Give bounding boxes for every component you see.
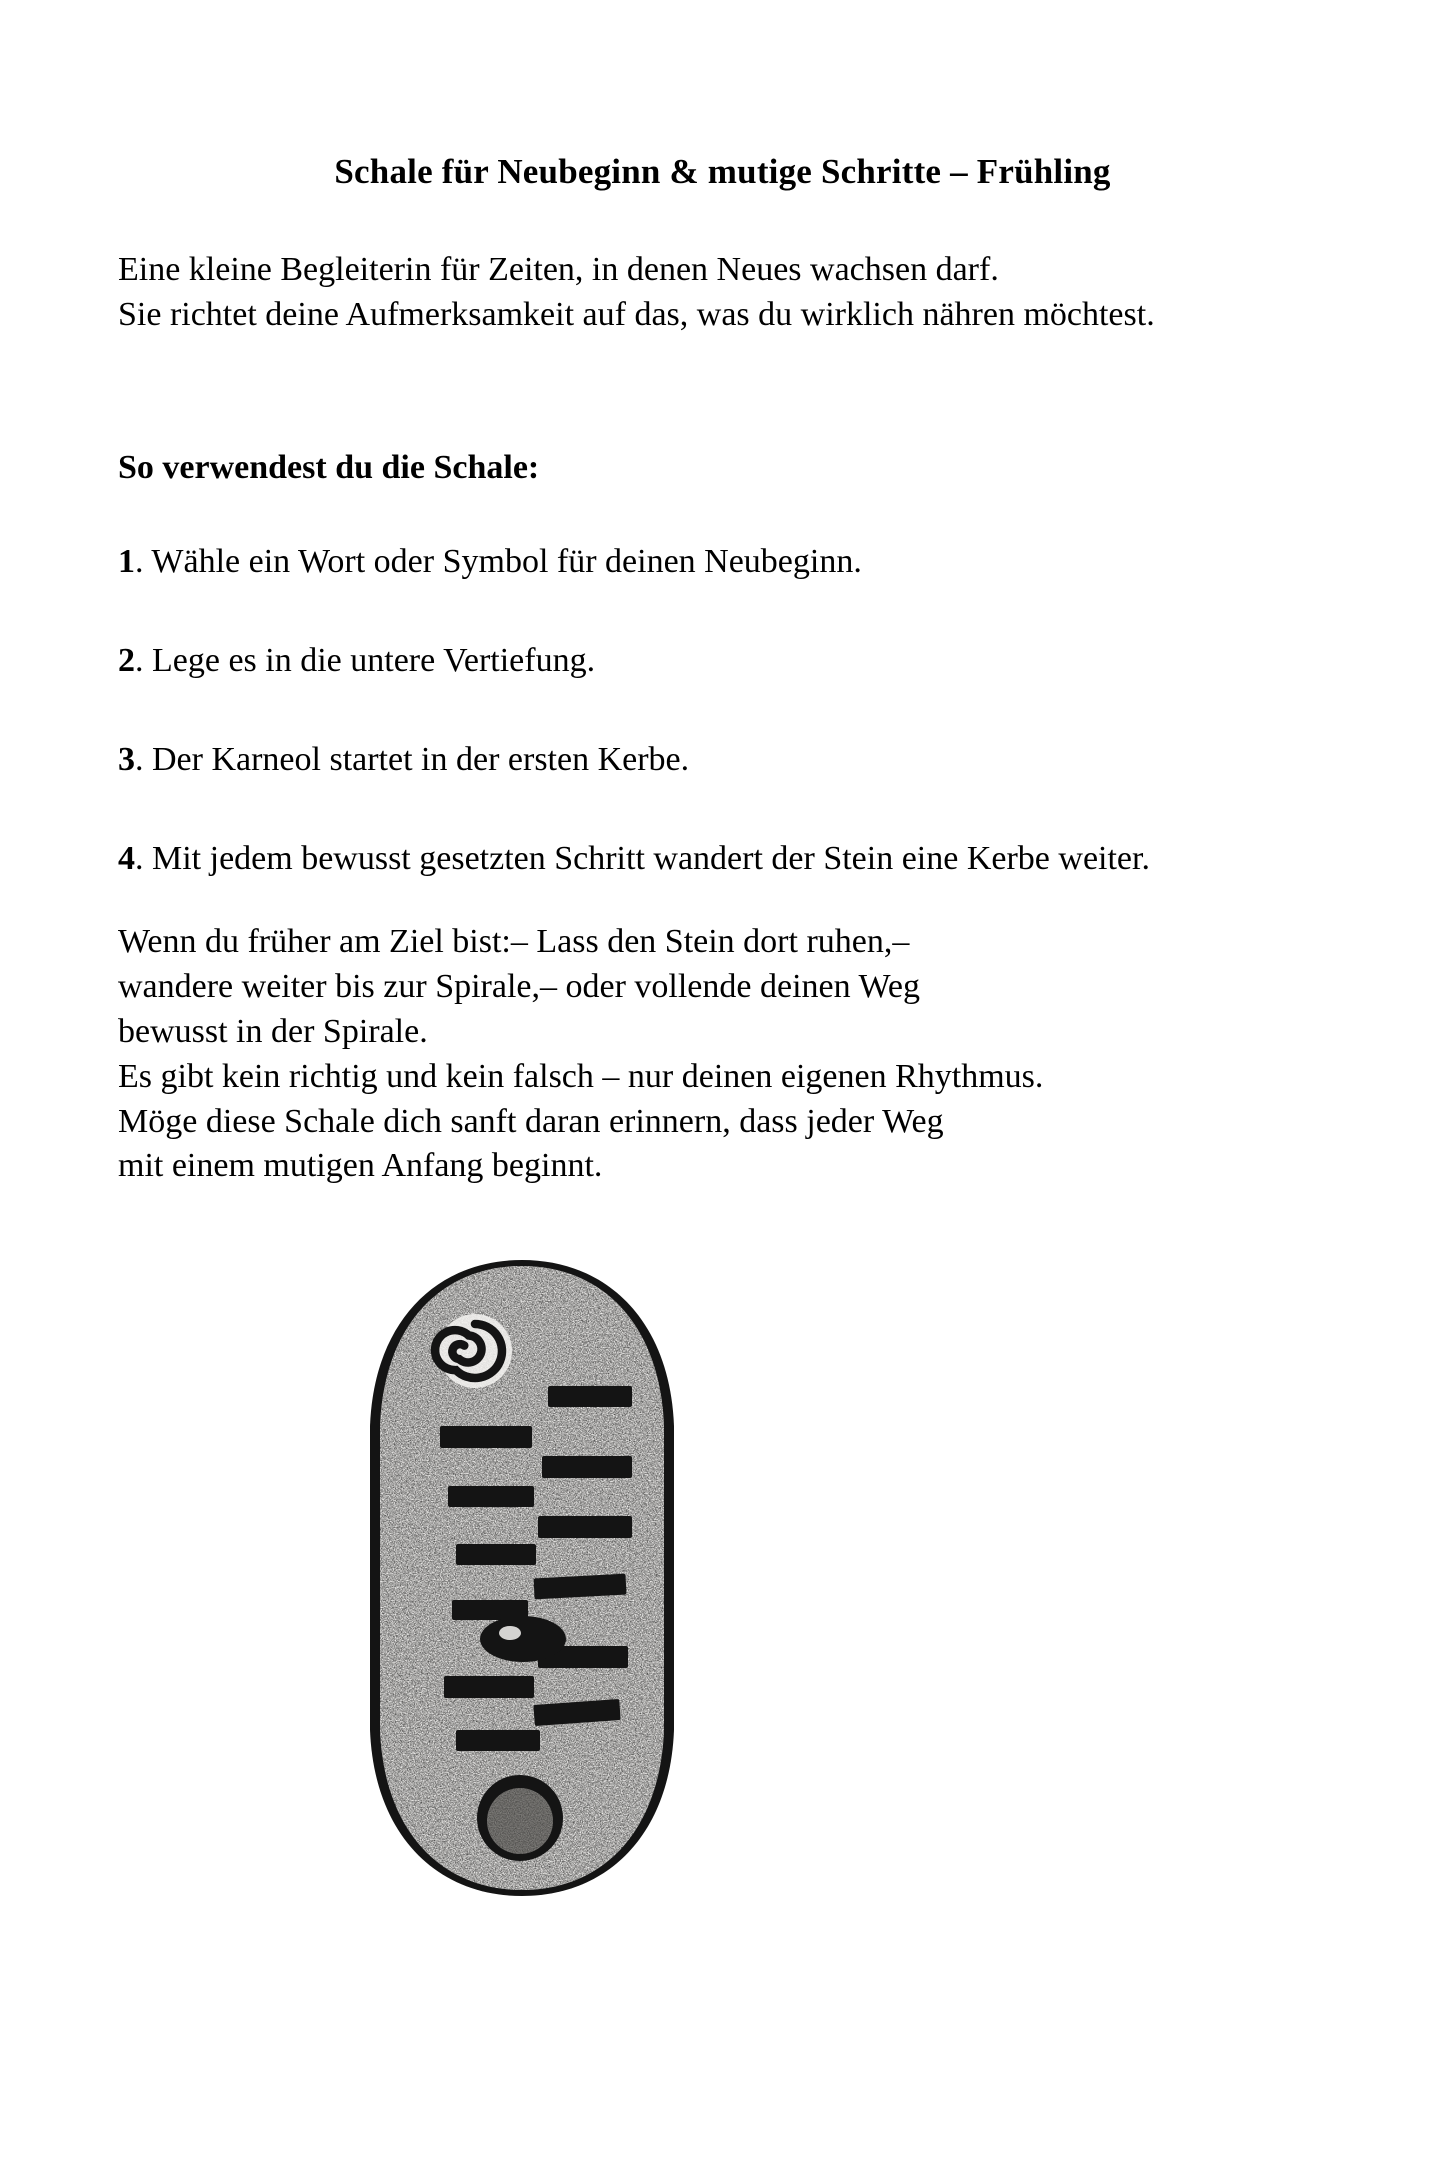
notch-bar [456, 1730, 540, 1751]
step-text: Der Karneol startet in der ersten Kerbe. [152, 740, 690, 778]
notch-bar [448, 1486, 534, 1507]
step-separator: . [135, 740, 152, 778]
intro-line: Eine kleine Begleiterin für Zeiten, in denen Neues wachsen darf. [118, 251, 999, 288]
list-item [118, 639, 1348, 684]
closing-line: Wenn du früher am Ziel bist:– Lass den Stein dort ruhen,– [118, 923, 910, 960]
intro-line: Sie richtet deine Aufmerksamkeit auf das, was du wirklich nähren möchtest. [118, 295, 1155, 333]
section-heading: So verwendest du die Schale: [118, 449, 540, 486]
notch-bar [440, 1426, 532, 1448]
list-item [118, 540, 1348, 585]
intro-paragraph [118, 248, 1348, 338]
notch-bar [548, 1386, 632, 1407]
step-number: 1 [118, 543, 135, 580]
notch-bar [538, 1516, 632, 1538]
step-text: Wähle ein Wort oder Symbol für deinen Neubeginn. [151, 543, 862, 580]
notch-bar [444, 1676, 534, 1698]
step-text: Mit jedem bewusst gesetzten Schritt wandert der Stein eine Kerbe weiter. [152, 839, 1150, 877]
step-number: 4 [118, 839, 135, 877]
step-text: Lege es in die untere Vertiefung. [152, 641, 596, 679]
step-separator: . [135, 839, 152, 877]
step-number: 2 [118, 641, 135, 679]
stone-bowl-graphic [352, 1258, 692, 1898]
page-title: Schale für Neubeginn & mutige Schritte – Frühling [334, 152, 1111, 192]
notch-bar [456, 1544, 536, 1565]
closing-line: wandere weiter bis zur Spirale,– oder vollende deinen Weg [118, 967, 920, 1005]
steps-list [118, 540, 1348, 882]
closing-line: mit einem mutigen Anfang beginnt. [118, 1147, 603, 1185]
stone-bowl-illustration [352, 1258, 692, 1898]
list-item [118, 837, 1348, 882]
step-number: 3 [118, 740, 135, 778]
closing-line: Es gibt kein richtig und kein falsch – nur deinen eigenen Rhythmus. [118, 1057, 1044, 1095]
step-separator: . [135, 641, 152, 679]
closing-paragraph [118, 920, 1348, 1189]
closing-line: bewusst in der Spirale. [118, 1012, 428, 1050]
oval-depression [480, 1616, 566, 1662]
closing-line: Möge diese Schale dich sanft daran erinnern, dass jeder Weg [118, 1102, 944, 1140]
list-item [118, 738, 1348, 783]
notch-bar [542, 1456, 632, 1478]
step-separator: . [135, 543, 152, 580]
round-hollow [477, 1775, 563, 1861]
